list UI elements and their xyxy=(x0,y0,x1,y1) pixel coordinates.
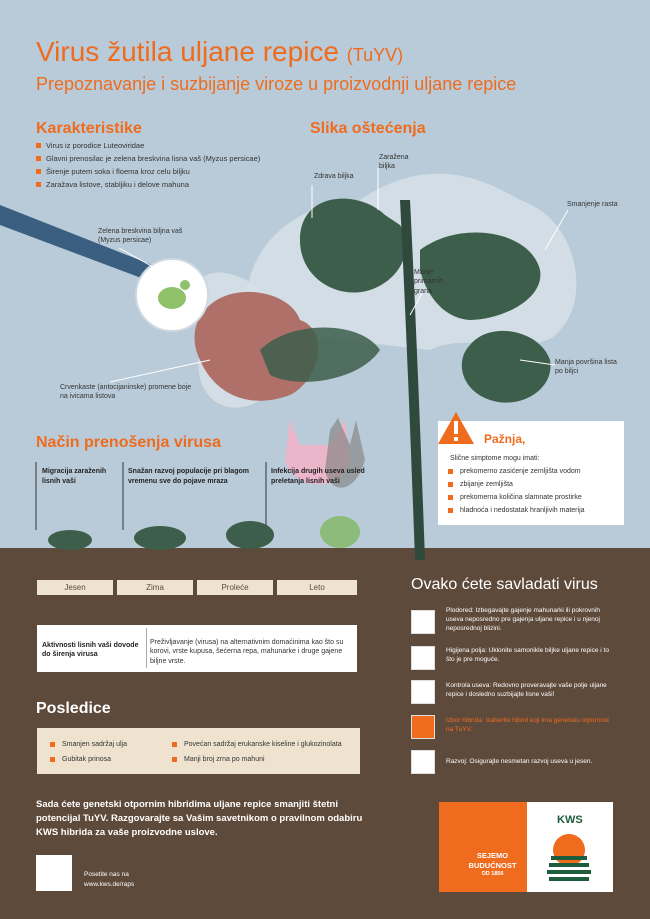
control-heading: Ovako ćete savladati virus xyxy=(411,576,598,593)
tip-razvoj: Razvoj: Osigurajte nesmetan razvoj useva u jesen. xyxy=(446,758,593,765)
transmission-step-3: Infekcija drugih useva usled preletanja lisnih vaši xyxy=(271,468,365,485)
activity-text: Aktivnosti lisnih vaši dovode do širenja virusa xyxy=(42,642,139,659)
survival-text: Preživljavanje (virusa) na alternativnim domaćinima kao što su korovi, vrste kupusa, šećerna repa, mahunarke i druge gajene biljne vrste. xyxy=(150,639,344,665)
label-zdrava: Zdrava biljka xyxy=(314,173,354,180)
list-item: Zaražava listove, stabljiku i delove mahuna xyxy=(36,180,260,189)
development-icon xyxy=(411,750,435,774)
karakteristike-heading: Karakteristike xyxy=(36,120,142,137)
list-item: Manji broj zrna po mahuni xyxy=(172,756,342,763)
field-hygiene-icon xyxy=(411,646,435,670)
label-aphid: Zelena breskvina biljna vaš (Myzus persicae) xyxy=(98,228,183,245)
list-item: Gubitak prinosa xyxy=(50,756,127,763)
label-manja-povrsina: Manja površina lista po biljci xyxy=(555,359,617,376)
panel-divider xyxy=(146,628,147,668)
list-item: zbijanje zemljišta xyxy=(448,481,585,488)
tip-kontrola: Kontrola useva: Redovno proveravajte vaše polje uljane repice i dosledno suzbijajte lisne vaši! xyxy=(446,682,607,699)
season-jesen: Jesen xyxy=(37,580,113,595)
tip-higijena: Higijena polja: Uklonite samonikle biljke uljane repice i to što je pre moguće. xyxy=(446,647,609,664)
slika-heading: Slika oštećenja xyxy=(310,120,426,137)
tip-hibrid: Izbor hibrida: Izaberite hibrid koji ima genetsku otpornost na TuYV. xyxy=(446,717,609,734)
tip-plodored: Plodored: Izbegavajte gajenje mahunarki ili pokrovnih useva neposredno pre gajenja uljane repice i u njenoj neposrednoj blizini. xyxy=(446,607,600,633)
crop-rotation-icon xyxy=(411,610,435,634)
visit-link[interactable]: www.kws.de/raps xyxy=(84,880,135,888)
season-prolece: Proleće xyxy=(197,580,273,595)
kws-logo-orange xyxy=(439,802,527,892)
qr-code[interactable] xyxy=(36,855,72,891)
list-item: Smanjen sadržaj ulja xyxy=(50,741,127,748)
hybrid-icon xyxy=(411,715,435,739)
season-zima: Zima xyxy=(117,580,193,595)
season-timeline xyxy=(37,580,357,595)
label-manje-grana: Manje primarnih grana xyxy=(414,269,444,295)
season-leto: Leto xyxy=(277,580,357,595)
list-item: prekomerna količina slamnate prostirke xyxy=(448,494,585,501)
bottom-message: Sada ćete genetski otpornim hibridima uljane repice smanjiti štetni potencijal TuYV. Razgovarajte sa Vašim savetnikom o pravilnom odabiru KWS hibrida za vaše proizvodne uslove. xyxy=(36,799,363,838)
label-zarazena: Zaražena biljka xyxy=(379,154,409,171)
warning-list xyxy=(448,468,585,520)
transmission-step-2: Snažan razvoj populacije pri blagom vremenu sve do pojave mraza xyxy=(128,468,249,485)
warning-title: Pažnja, xyxy=(484,432,526,446)
karakteristike-list xyxy=(36,141,260,193)
page-subtitle: Prepoznavanje i suzbijanje viroze u proizvodnji uljane repice xyxy=(36,74,517,94)
kws-brand: KWS xyxy=(557,814,583,826)
warning-intro: Slične simptome mogu imati: xyxy=(450,455,540,462)
posledice-col1 xyxy=(50,741,127,771)
visit-text: Posetite nas na www.kws.de/raps xyxy=(84,871,135,888)
posledice-heading: Posledice xyxy=(36,700,111,717)
page-title: Virus žutila uljane repice (TuYV) xyxy=(36,36,404,67)
list-item: prekomerno zasićenje zemljišta vodom xyxy=(448,468,585,475)
transmission-heading: Način prenošenja virusa xyxy=(36,434,221,451)
label-crvenkaste: Crvenkaste (antocijaninske) promene boje na ivicama listova xyxy=(60,384,192,401)
list-item: Glavni prenosilac je zelena breskvina lisna vaš (Myzus persicae) xyxy=(36,154,260,163)
list-item: Virus iz porodice Luteoviridae xyxy=(36,141,260,150)
label-smanjenje: Smanjenje rasta xyxy=(567,201,618,208)
list-item: Povećan sadržaj erukanske kiseline i glukozinolata xyxy=(172,741,342,748)
list-item: hladnoća i nedostatak hranljivih materija xyxy=(448,507,585,514)
kws-emblem-icon xyxy=(545,830,593,885)
list-item: Širenje putem soka i floema kroz celu biljku xyxy=(36,167,260,176)
transmission-step-1: Migracija zaraženih lisnih vaši xyxy=(42,468,107,485)
kws-slogan: SEJEMO BUDUĆNOST OD 1856 xyxy=(468,851,517,877)
crop-control-icon xyxy=(411,680,435,704)
warning-icon xyxy=(438,412,474,444)
posledice-col2 xyxy=(172,741,342,771)
